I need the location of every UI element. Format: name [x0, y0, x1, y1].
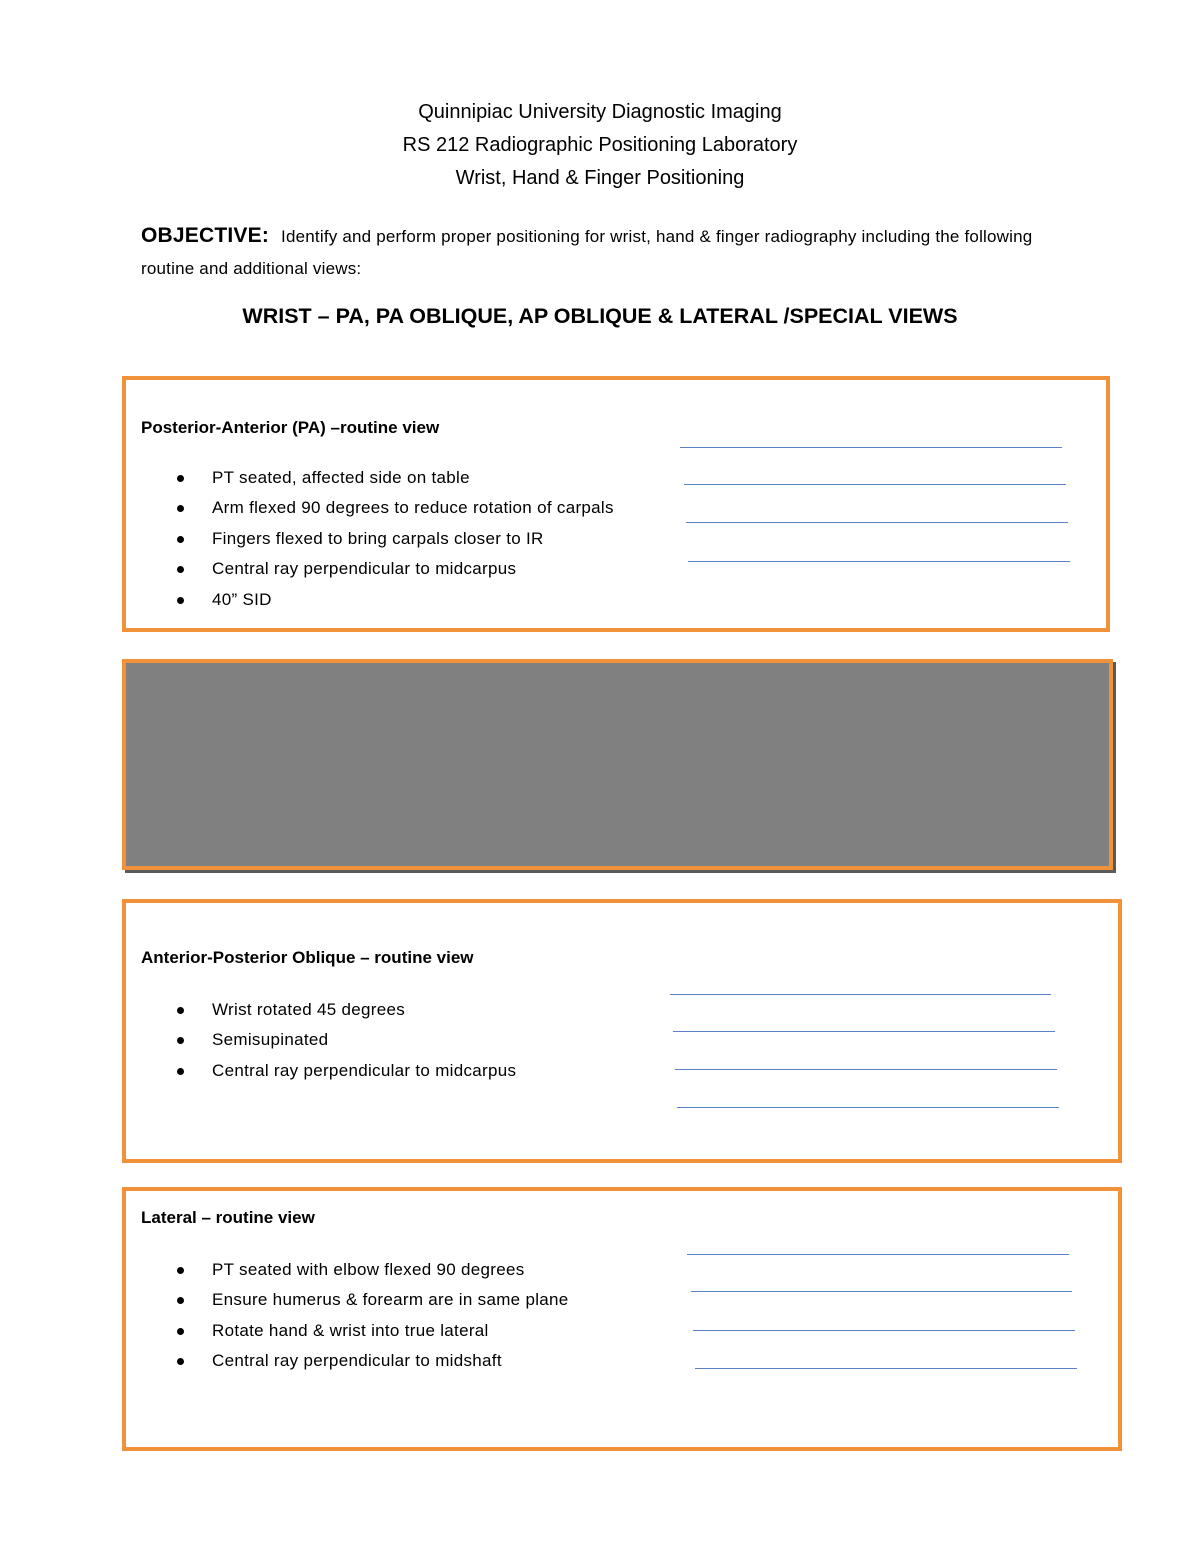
answer-blank-line[interactable] [680, 447, 1062, 448]
ap-oblique-view-list [171, 995, 516, 1086]
lateral-view-box [122, 1187, 1122, 1451]
lab-title: Wrist, Hand & Finger Positioning [455, 167, 745, 189]
pa-view-box [122, 376, 1110, 632]
objective-label: OBJECTIVE: [141, 224, 270, 247]
list-item: Ensure humerus & forearm are in same plane [171, 1285, 569, 1315]
lateral-view-title: Lateral – routine view [141, 1208, 315, 1227]
lateral-view-list [171, 1255, 569, 1377]
list-item: Central ray perpendicular to midcarpus [171, 1056, 516, 1086]
list-item: Central ray perpendicular to midshaft [171, 1346, 569, 1376]
list-item: Wrist rotated 45 degrees [171, 995, 516, 1025]
list-item: Semisupinated [171, 1025, 516, 1055]
course-title: RS 212 Radiographic Positioning Laboratory [402, 134, 798, 156]
objective-text: Identify and perform proper positioning for wrist, hand & finger radiography including the following routine and additional views: [141, 227, 1033, 278]
list-item: PT seated, affected side on table [171, 463, 614, 493]
list-item: Fingers flexed to bring carpals closer to IR [171, 524, 614, 554]
answer-blank-line[interactable] [695, 1368, 1077, 1369]
pa-view-title: Posterior-Anterior (PA) –routine view [141, 418, 440, 437]
document-header [0, 96, 1200, 195]
list-item: Central ray perpendicular to midcarpus [171, 554, 614, 584]
answer-blank-line[interactable] [684, 484, 1066, 485]
answer-blank-line[interactable] [670, 994, 1051, 995]
ap-oblique-view-title: Anterior-Posterior Oblique – routine view [141, 948, 474, 967]
list-item: PT seated with elbow flexed 90 degrees [171, 1255, 569, 1285]
section-heading: WRIST – PA, PA OBLIQUE, AP OBLIQUE & LATERAL /SPECIAL VIEWS [242, 304, 958, 328]
answer-blank-line[interactable] [686, 522, 1068, 523]
institution-name: Quinnipiac University Diagnostic Imaging [418, 101, 782, 123]
answer-blank-line[interactable] [688, 561, 1070, 562]
list-item: Rotate hand & wrist into true lateral [171, 1316, 569, 1346]
answer-blank-line[interactable] [675, 1069, 1057, 1070]
pa-view-list [171, 463, 614, 615]
answer-blank-line[interactable] [677, 1107, 1059, 1108]
answer-blank-line[interactable] [691, 1291, 1072, 1292]
answer-blank-line[interactable] [693, 1330, 1075, 1331]
objective-paragraph [141, 220, 1061, 285]
redacted-box [122, 659, 1113, 870]
list-item: Arm flexed 90 degrees to reduce rotation of carpals [171, 493, 614, 523]
answer-blank-line[interactable] [673, 1031, 1055, 1032]
answer-blank-line[interactable] [687, 1254, 1069, 1255]
list-item: 40” SID [171, 585, 614, 615]
